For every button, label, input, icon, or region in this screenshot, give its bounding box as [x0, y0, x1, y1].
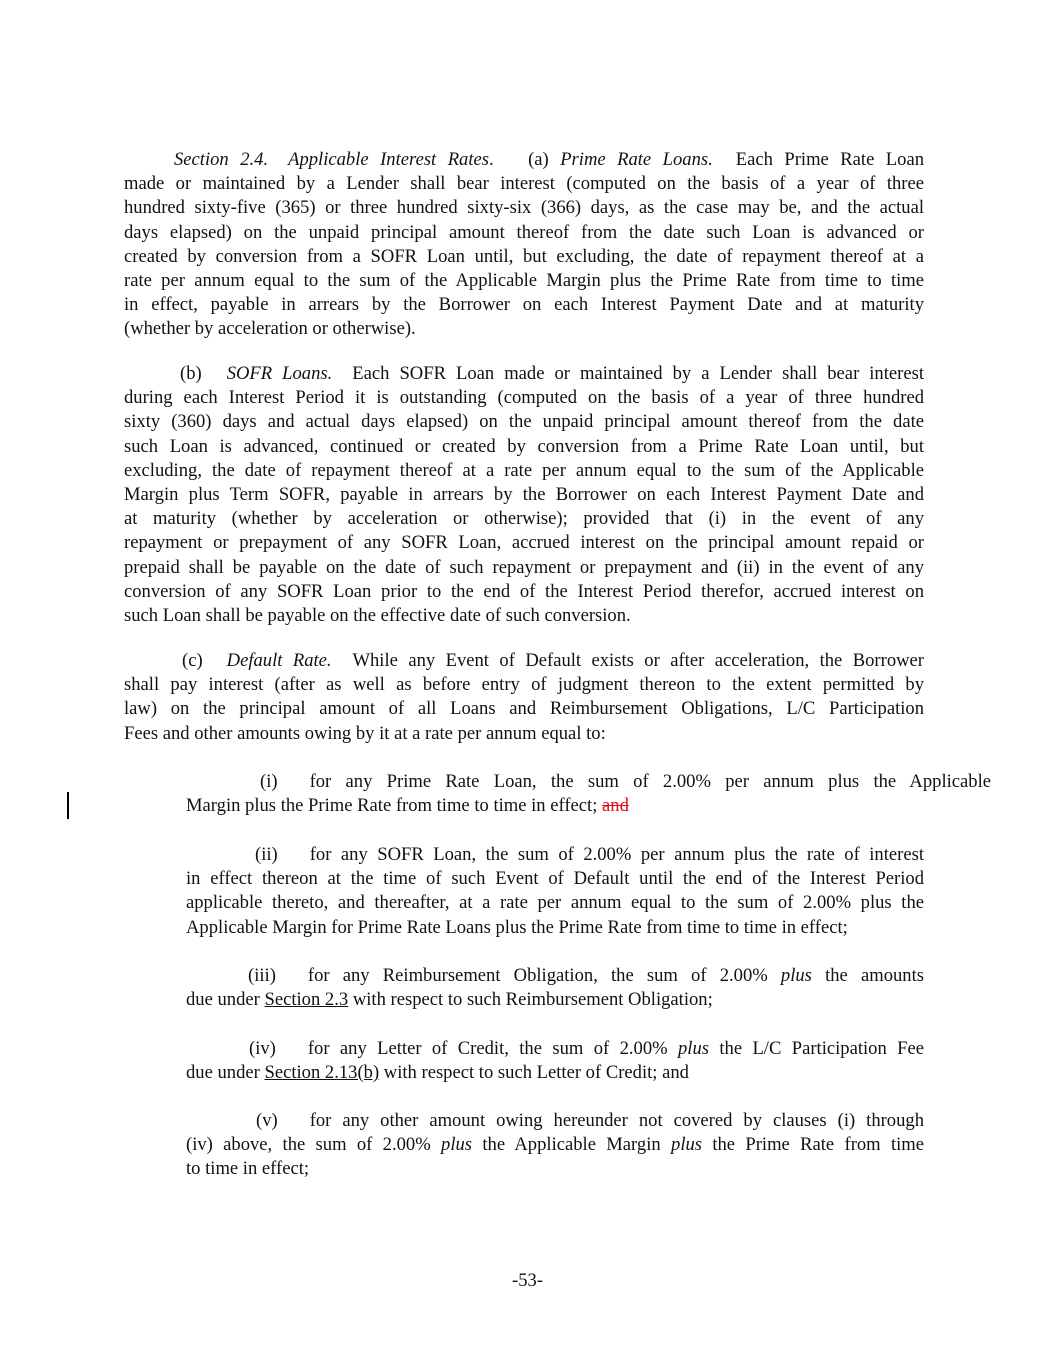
subclause-ii: (ii) for any SOFR Loan, the sum of 2.00% per annum plus the rate of interest in effect thereon at the time of such Event of Default until the end of the Interest Period applicable thereto, and thereafter, at a rate per annum equal to the sum of 2.00% plus the Applicable Margin for Prime Rate Loans plus the Prime Rate from time to time in effect;: [186, 844, 924, 938]
paragraph-a-first-line: Section 2.4. Applicable Interest Rates. (a) Prime Rate Loans. Each Prime Rate Loan: [174, 149, 924, 170]
revision-change-bar: [67, 792, 69, 819]
clause-c-label: (c): [182, 650, 203, 671]
subclause-iii-label: (iii): [248, 965, 276, 986]
clause-a-label: (a): [528, 149, 549, 170]
section-title: Applicable Interest Rates: [288, 149, 490, 170]
paragraph-a: Section 2.4. Applicable Interest Rates. (a) Prime Rate Loans. Each Prime Rate Loan made or maintained by a Lender shall bear interest (computed on the basis of a year of three hundred sixty-five (365) or three hundred sixty-six (366) days, as the case may be, and the actual days elapsed) on the unpaid principal amount thereof from the date such Loan is advanced or created by conversion from a SOFR Loan until, but excluding, the date of repayment thereof at a rate per annum equal to the sum of the Applicable Margin plus the Prime Rate from time to time in effect, payable in arrears by the Borrower on each Interest Payment Date and at maturity (whether by acceleration or otherwise).: [124, 149, 924, 340]
section-number: Section 2.4.: [174, 149, 269, 170]
subclause-ii-label: (ii): [255, 844, 278, 865]
clause-b-label: (b): [180, 363, 202, 384]
subclause-i-label: (i): [260, 771, 278, 792]
subclause-v-label: (v): [256, 1110, 278, 1131]
clause-c-heading: Default Rate.: [226, 650, 332, 671]
paragraph-b: (b) SOFR Loans. Each SOFR Loan made or maintained by a Lender shall bear interest during each Interest Period it is outstanding (computed on the basis of a year of three hundred sixty (360) days and actual days elapsed) on the unpaid principal amount thereof from the date such Loan is advanced, continued or created by conversion from a Prime Rate Loan until, but excluding, the date of repayment thereof at a rate per annum equal to the sum of the Applicable Margin plus Term SOFR, payable in arrears by the Borrower on each Interest Payment Date and at maturity (whether by acceleration or otherwise); provided that (i) in the event of any repayment or prepayment of any SOFR Loan, accrued interest on the principal amount repaid or prepaid shall be payable on the date of such repayment or prepayment and (ii) in the event of any conversion of any SOFR Loan prior to the end of the Interest Period therefor, accrued interest on such Loan shall be payable on the effective date of such conversion.: [124, 363, 924, 627]
section-2-13b-link[interactable]: Section 2.13(b): [264, 1062, 380, 1084]
clause-a-heading: Prime Rate Loans.: [560, 149, 713, 170]
clause-b-heading: SOFR Loans.: [226, 363, 333, 384]
subclause-iii: (iii) for any Reimbursement Obligation, the sum of 2.00% plus the amounts due under Section 2.3 with respect to such Reimbursement Obligation;: [186, 965, 924, 1011]
subclause-iv: (iv) for any Letter of Credit, the sum of 2.00% plus the L/C Participation Fee due under Section 2.13(b) with respect to such Letter of Credit; and: [186, 1038, 924, 1084]
deleted-text: and: [602, 795, 629, 817]
paragraph-c: (c) Default Rate. While any Event of Default exists or after acceleration, the Borrower shall pay interest (after as well as before entry of judgment thereon to the extent permitted by law) on the principal amount of all Loans and Reimbursement Obligations, L/C Participation Fees and other amounts owing by it at a rate per annum equal to:: [124, 650, 924, 744]
subclause-i: (i) for any Prime Rate Loan, the sum of 2.00% per annum plus the Applicable Margin plus the Prime Rate from time to time in effect; and: [186, 771, 991, 817]
subclause-v: (v) for any other amount owing hereunder not covered by clauses (i) through (iv) above, the sum of 2.00% plus the Applicable Margin plus the Prime Rate from time to time in effect;: [186, 1110, 925, 1180]
page-number: -53-: [512, 1270, 543, 1291]
subclause-iv-label: (iv): [249, 1038, 276, 1059]
section-2-3-link[interactable]: Section 2.3: [264, 989, 349, 1011]
